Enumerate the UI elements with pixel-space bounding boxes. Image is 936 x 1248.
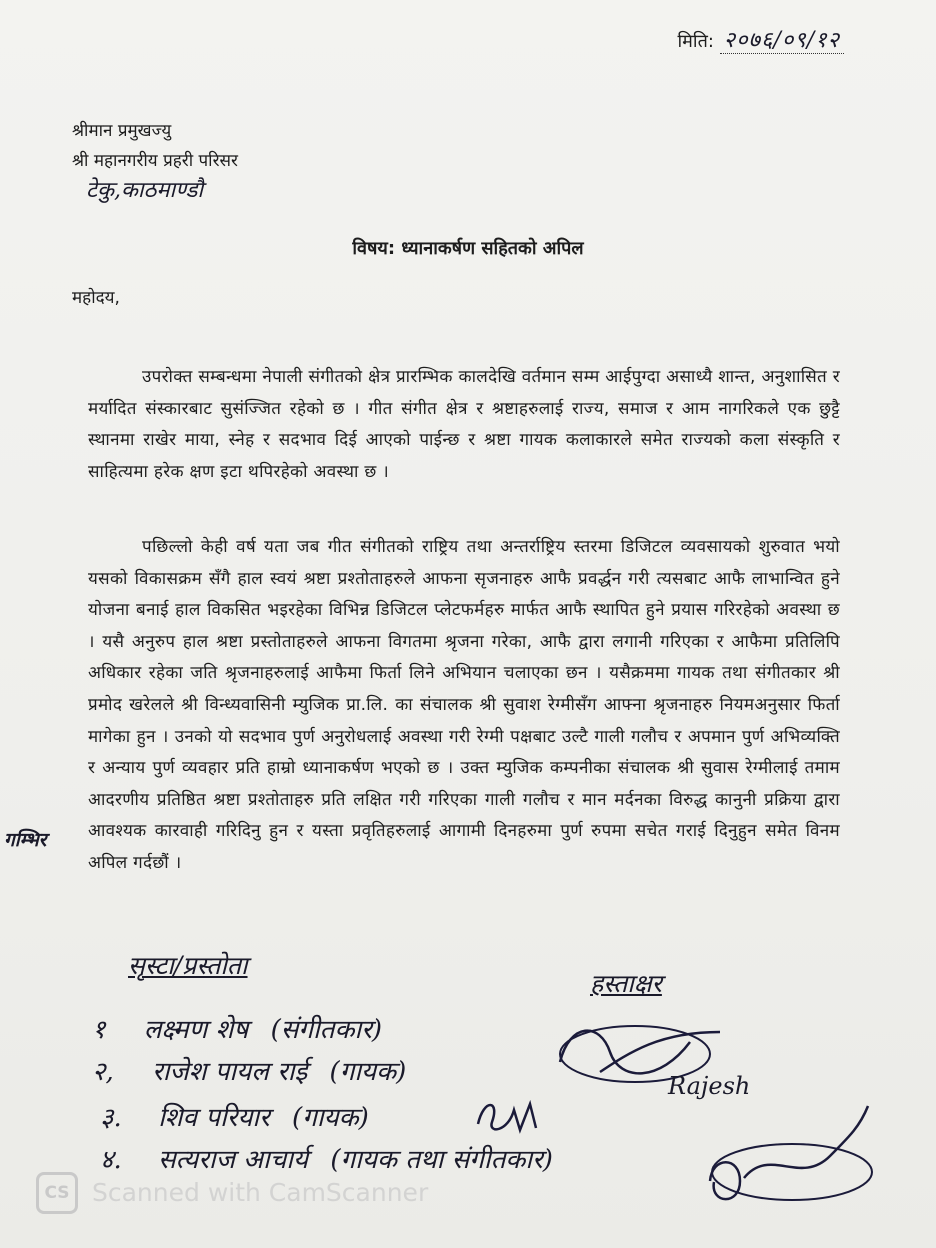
creator-number: १	[92, 1015, 106, 1045]
signature-4-image	[700, 1086, 890, 1214]
creator-row	[92, 1010, 382, 1046]
creator-number: २,	[92, 1057, 114, 1087]
recipient-line-3: टेकु,काठमाण्डौ	[86, 178, 204, 203]
signature-heading: हस्ताक्षर	[590, 969, 662, 998]
creator-number: ४.	[100, 1145, 122, 1175]
creator-row	[100, 1140, 553, 1176]
body-paragraph-1: उपरोक्त सम्बन्धमा नेपाली संगीतको क्षेत्र प्रारम्भिक कालदेखि वर्तमान सम्म आईपुग्दा असाध्यै शान्त, अनुशासित र मर्यादित संस्कारबाट सुसंज्जित रहेको छ । गीत संगीत क्षेत्र र श्रष्टाहरुलाई राज्य, समाज र आम नागरिकले एक छुट्टै स्थानमा राखेर माया, स्नेह र सदभाव दिई आएको पाईन्छ र श्रष्टा गायक कलाकारले समेत राज्यको कला संस्कृति र साहित्यमा हरेक क्षण इटा थपिरहेको अवस्था छ ।	[88, 367, 840, 482]
recipient-line-2: श्री महानगरीय प्रहरी परिसर	[72, 151, 238, 171]
date-value: २०७६/०९/१२	[720, 28, 844, 54]
recipient-address	[72, 116, 238, 206]
creator-name: शिव परियार	[158, 1103, 270, 1133]
creators-heading: सृस्टा/प्रस्तोता	[128, 951, 248, 980]
creator-role: (गायक)	[292, 1103, 369, 1133]
creator-role: (गायक)	[329, 1057, 407, 1087]
signature-3-image	[470, 1094, 550, 1140]
subject-line: विषय: ध्यानाकर्षण सहितको अपिल	[352, 238, 584, 259]
recipient-line-1: श्रीमान प्रमुखज्यु	[72, 121, 172, 141]
creator-row	[92, 1052, 406, 1088]
date-label: मिति:	[677, 31, 714, 52]
creator-name: सत्यराज आचार्य	[158, 1145, 309, 1175]
creator-name: राजेश पायल राई	[152, 1057, 308, 1087]
creator-name: लक्ष्मण शेष	[143, 1015, 249, 1045]
creator-role: (गायक तथा संगीतकार)	[330, 1145, 553, 1175]
camscanner-watermark: Scanned with CamScanner	[92, 1178, 429, 1207]
creator-role: (संगीतकार)	[270, 1015, 382, 1045]
creator-number: ३.	[100, 1103, 122, 1133]
date-line	[677, 24, 844, 54]
body-paragraph-2: पछिल्लो केही वर्ष यता जब गीत संगीतको राष्ट्रिय तथा अन्तर्राष्ट्रिय स्तरमा डिजिटल व्यवसायको शुरुवात भयो यसको विकासक्रम सँगै हाल स्वयं श्रष्टा प्रश्तोताहरुले आफना सृजनाहरु आफै प्रवर्द्धन गरी त्यसबाट आफै लाभान्वित हुने योजना बनाई हाल विकसित भइरहेका विभिन्न डिजिटल प्लेटफर्महरु मार्फत आफै स्थापित हुने प्रयास गरिरहेको अवस्था छ । यसै अनुरुप हाल श्रष्टा प्रस्तोताहरुले आफना विगतमा श्रृजना गरेका, आफै द्वारा लगानी गरिएका र आफैमा प्रतिलिपि अधिकार रहेका जति श्रृजनाहरुलाई आफैमा फिर्ता लिने अभियान चलाएका छन । यसैक्रममा गायक तथा संगीतकार श्री प्रमोद खरेलले श्री विन्ध्यवासिनी म्युजिक प्रा.लि. का संचालक श्री सुवाश रेग्मीसँग आफ्ना श्रृजनाहरु नियमअनुसार फिर्ता मागेका हुन । उनको यो सदभाव पुर्ण अनुरोधलाई अवस्था गरी रेग्मी पक्षबाट उल्टै गाली गलौच र अपमान पुर्ण अभिव्यक्ति र अन्याय पुर्ण व्यवहार प्रति हाम्रो ध्यानाकर्षण भएको छ । उक्त म्युजिक कम्पनीका संचालक श्री सुवास रेग्मीलाई तमाम आदरणीय प्रतिष्ठित श्रष्टा प्रश्तोताहरु प्रति लक्षित गरी गरिएका गाली गलौच र मान मर्दनका विरुद्ध कानुनी प्रक्रिया द्वारा आवश्यक कारवाही गरिदिनु हुन र यस्ता प्रवृतिहरुलाई आगामी दिनहरुमा पुर्ण रुपमा सचेत गराई दिनुहुन समेत विनम अपिल गर्दछौं ।	[88, 537, 840, 873]
margin-note: गम्भिर	[4, 829, 47, 851]
salutation: महोदय,	[72, 288, 120, 308]
signature-2-text: Rajesh	[668, 1072, 751, 1100]
creator-row	[100, 1098, 369, 1134]
camscanner-logo: CS	[36, 1172, 78, 1214]
